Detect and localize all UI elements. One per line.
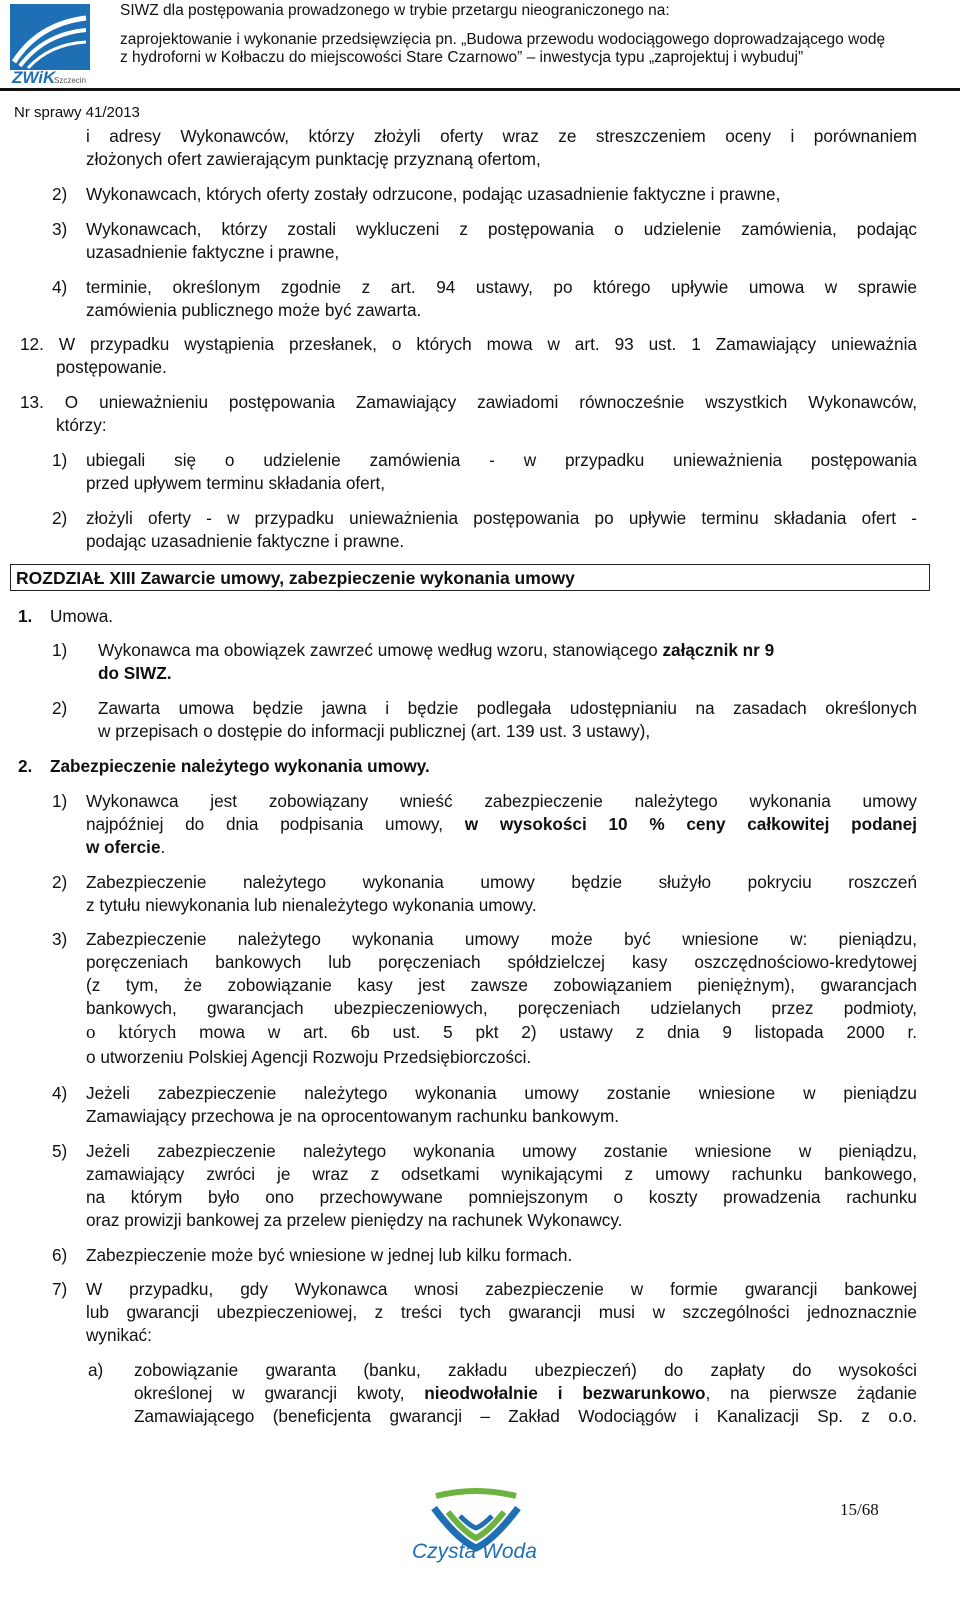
- zab-item-3-serif-text: o których: [86, 1022, 177, 1043]
- item-2-number: 2): [52, 184, 68, 204]
- zab-item-2-line-1: Zabezpieczenie należytego wykonania umowy będzie służyło pokryciu roszczeń: [86, 872, 917, 892]
- item-4-line-1: terminie, określonym zgodnie z art. 94 ustawy, po którego upływie umowa w sprawie: [86, 277, 917, 297]
- umowa-item-2-number: 2): [52, 698, 68, 718]
- umowa-item-1-line-2: do SIWZ.: [98, 663, 172, 683]
- case-number: Nr sprawy 41/2013: [14, 104, 140, 121]
- item-3-number: 3): [52, 219, 68, 239]
- zab-item-5-line-2: zamawiający zwróci je wraz z odsetkami wynikającymi z umowy rachunku bankowego,: [86, 1164, 917, 1184]
- zab-item-5-line-3: na którym było ono przechowywane pomniejszonym o koszty prowadzenia rachunku: [86, 1187, 917, 1207]
- p13-item-1-line-1: ubiegali się o udzielenie zamówienia - w przypadku unieważnienia postępowania: [86, 450, 917, 470]
- p13-item-2-line-2: podając uzasadnienie faktyczne i prawne.: [86, 531, 405, 551]
- zab-item-3-text: mowa w art. 6b ust. 5 pkt 2) ustawy z dnia 9 listopada 2000 r.: [199, 1022, 918, 1042]
- sub-item-a-number: a): [88, 1360, 104, 1380]
- p13-item-1-number: 1): [52, 450, 68, 470]
- item-3-line-1: Wykonawcach, którzy zostali wykluczeni z postępowania o udzielenie zamówienia, podając: [86, 219, 917, 239]
- p13-item-1-line-2: przed upływem terminu składania ofert,: [86, 473, 386, 493]
- footer-logo-text: Czysta Woda: [412, 1540, 537, 1563]
- sub-item-a-line-2: [134, 1383, 917, 1403]
- umowa-item-1-line-1: [98, 640, 774, 660]
- logo-subtext: Szczecin: [54, 76, 87, 85]
- zab-item-1-text: najpóźniej do dnia podpisania umowy,: [86, 814, 443, 834]
- zab-item-4-line-2: Zamawiający przechowa je na oprocentowanym rachunku bankowym.: [86, 1106, 620, 1126]
- paragraph-13-line-2: którzy:: [56, 415, 107, 435]
- sub-item-a-line-1: zobowiązanie gwaranta (banku, zakładu ubezpieczeń) do zapłaty do wysokości: [134, 1360, 917, 1380]
- umowa-title: Umowa.: [50, 606, 114, 626]
- zabezpieczenie-title: Zabezpieczenie należytego wykonania umowy.: [50, 756, 430, 776]
- sub-item-a-bold: nieodwołalnie i bezwarunkowo: [424, 1383, 706, 1403]
- zab-item-2-number: 2): [52, 872, 68, 892]
- zab-item-3-line-5: [86, 1022, 917, 1043]
- zab-item-5-number: 5): [52, 1141, 68, 1161]
- zab-item-3-line-1: Zabezpieczenie należytego wykonania umowy może być wniesione w: pieniądzu,: [86, 929, 917, 949]
- zab-item-4-number: 4): [52, 1083, 68, 1103]
- paragraph-13-line-1: 13. O unieważnieniu postępowania Zamawiający zawiadomi równocześnie wszystkich Wykonawców,: [20, 392, 917, 412]
- header-rule: [0, 88, 960, 91]
- section-heading: ROZDZIAŁ XIII Zawarcie umowy, zabezpieczenie wykonania umowy: [16, 568, 575, 588]
- p13-item-2-line-1: złożyli oferty - w przypadku unieważnienia postępowania po upływie terminu składania ofert -: [86, 508, 917, 528]
- paragraph-12-line-1: 12. W przypadku wystąpienia przesłanek, o których mowa w art. 93 ust. 1 Zamawiający unieważnia: [20, 334, 917, 354]
- umowa-item-2-line-1: Zawarta umowa będzie jawna i będzie podlegała udostępnianiu na zasadach określonych: [98, 698, 917, 718]
- header-title-line-1: SIWZ dla postępowania prowadzonego w trybie przetargu nieograniczonego na:: [120, 2, 670, 19]
- sub-item-a-text: określonej w gwarancji kwoty,: [134, 1383, 405, 1403]
- item-2-text: Wykonawcach, których oferty zostały odrzucone, podając uzasadnienie faktyczne i prawne,: [86, 184, 781, 204]
- zab-item-1-period: .: [160, 837, 166, 857]
- zab-item-3-line-2: poręczeniach bankowych lub poręczeniach spółdzielczej kasy oszczędnościowo-kredytowej: [86, 952, 917, 972]
- zab-item-6-number: 6): [52, 1245, 68, 1265]
- header-title-line-2: zaprojektowanie i wykonanie przedsięwzięcia pn. „Budowa przewodu wodociągowego doprowadzającego wodę: [120, 31, 886, 48]
- zab-item-3-line-3: (z tym, że zobowiązanie kasy jest zawsze zobowiązaniem pieniężnym), gwarancjach: [86, 975, 917, 995]
- header-title-line-3: z hydroforni w Kołbaczu do miejscowości Stare Czarnowo” – inwestycja typu „zaprojektuj i wybuduj”: [120, 49, 804, 66]
- zab-item-1-number: 1): [52, 791, 68, 811]
- sub-item-a-line-3: Zamawiającego (beneficjenta gwarancji – Zakład Wodociągów i Kanalizacji Sp. z o.o.: [134, 1406, 917, 1426]
- zab-item-1-bold: w wysokości 10 % ceny całkowitej podanej: [464, 814, 918, 834]
- zab-item-1-line-1: Wykonawca jest zobowiązany wnieść zabezpieczenie należytego wykonania umowy: [86, 791, 917, 811]
- zab-item-2-line-2: z tytułu niewykonania lub nienależytego wykonania umowy.: [86, 895, 537, 915]
- zab-item-7-line-2: lub gwarancji ubezpieczeniowej, z treści tych gwarancji musi w szczególności jednoznacznie: [86, 1302, 917, 1322]
- umowa-item-2-line-2: w przepisach o dostępie do informacji publicznej (art. 139 ust. 3 ustawy),: [98, 721, 651, 741]
- zabezpieczenie-number: 2.: [18, 756, 33, 776]
- zab-item-5-line-1: Jeżeli zabezpieczenie należytego wykonania umowy zostanie wniesione w pieniądzu,: [86, 1141, 917, 1161]
- paragraph-12-line-2: postępowanie.: [56, 357, 167, 377]
- zab-item-3-line-4: bankowych, gwarancjach ubezpieczeniowych, poręczeniach udzielanych przez podmioty,: [86, 998, 917, 1018]
- intro-line-2: złożonych ofert zawierającym punktację przyznaną ofertom,: [86, 149, 541, 169]
- zab-item-7-line-3: wynikać:: [86, 1325, 152, 1345]
- zab-item-1-line-2: [86, 814, 917, 834]
- p13-item-2-number: 2): [52, 508, 68, 528]
- item-3-line-2: uzasadnienie faktyczne i prawne,: [86, 242, 340, 262]
- zab-item-7-line-1: W przypadku, gdy Wykonawca wnosi zabezpieczenie w formie gwarancji bankowej: [86, 1279, 917, 1299]
- zab-item-3-number: 3): [52, 929, 68, 949]
- zab-item-4-line-1: Jeżeli zabezpieczenie należytego wykonania umowy zostanie wniesione w pieniądzu: [86, 1083, 917, 1103]
- sub-item-a-text-end: , na pierwsze żądanie: [705, 1383, 917, 1403]
- umowa-item-1-number: 1): [52, 640, 68, 660]
- logo-text: ZWiK: [12, 68, 56, 87]
- umowa-item-1-bold: załącznik nr 9: [662, 640, 775, 660]
- zab-item-3-line-6: o utworzeniu Polskiej Agencji Rozwoju Przedsiębiorczości.: [86, 1047, 532, 1067]
- zab-item-1-line-3: [86, 837, 165, 857]
- item-4-line-2: zamówienia publicznego może być zawarta.: [86, 300, 422, 320]
- zab-item-5-line-4: oraz prowizji bankowej za przelew pieniędzy na rachunek Wykonawcy.: [86, 1210, 623, 1230]
- page-number: 15/68: [840, 1500, 879, 1519]
- zab-item-1-bold-end: w ofercie: [86, 837, 161, 857]
- zab-item-7-number: 7): [52, 1279, 68, 1299]
- item-4-number: 4): [52, 277, 68, 297]
- zab-item-6-text: Zabezpieczenie może być wniesione w jednej lub kilku formach.: [86, 1245, 573, 1265]
- intro-line-1: i adresy Wykonawców, którzy złożyli oferty wraz ze streszczeniem oceny i porównaniem: [86, 126, 917, 146]
- umowa-item-1-text: Wykonawca ma obowiązek zawrzeć umowę według wzoru, stanowiącego: [98, 640, 658, 660]
- umowa-number: 1.: [18, 606, 33, 626]
